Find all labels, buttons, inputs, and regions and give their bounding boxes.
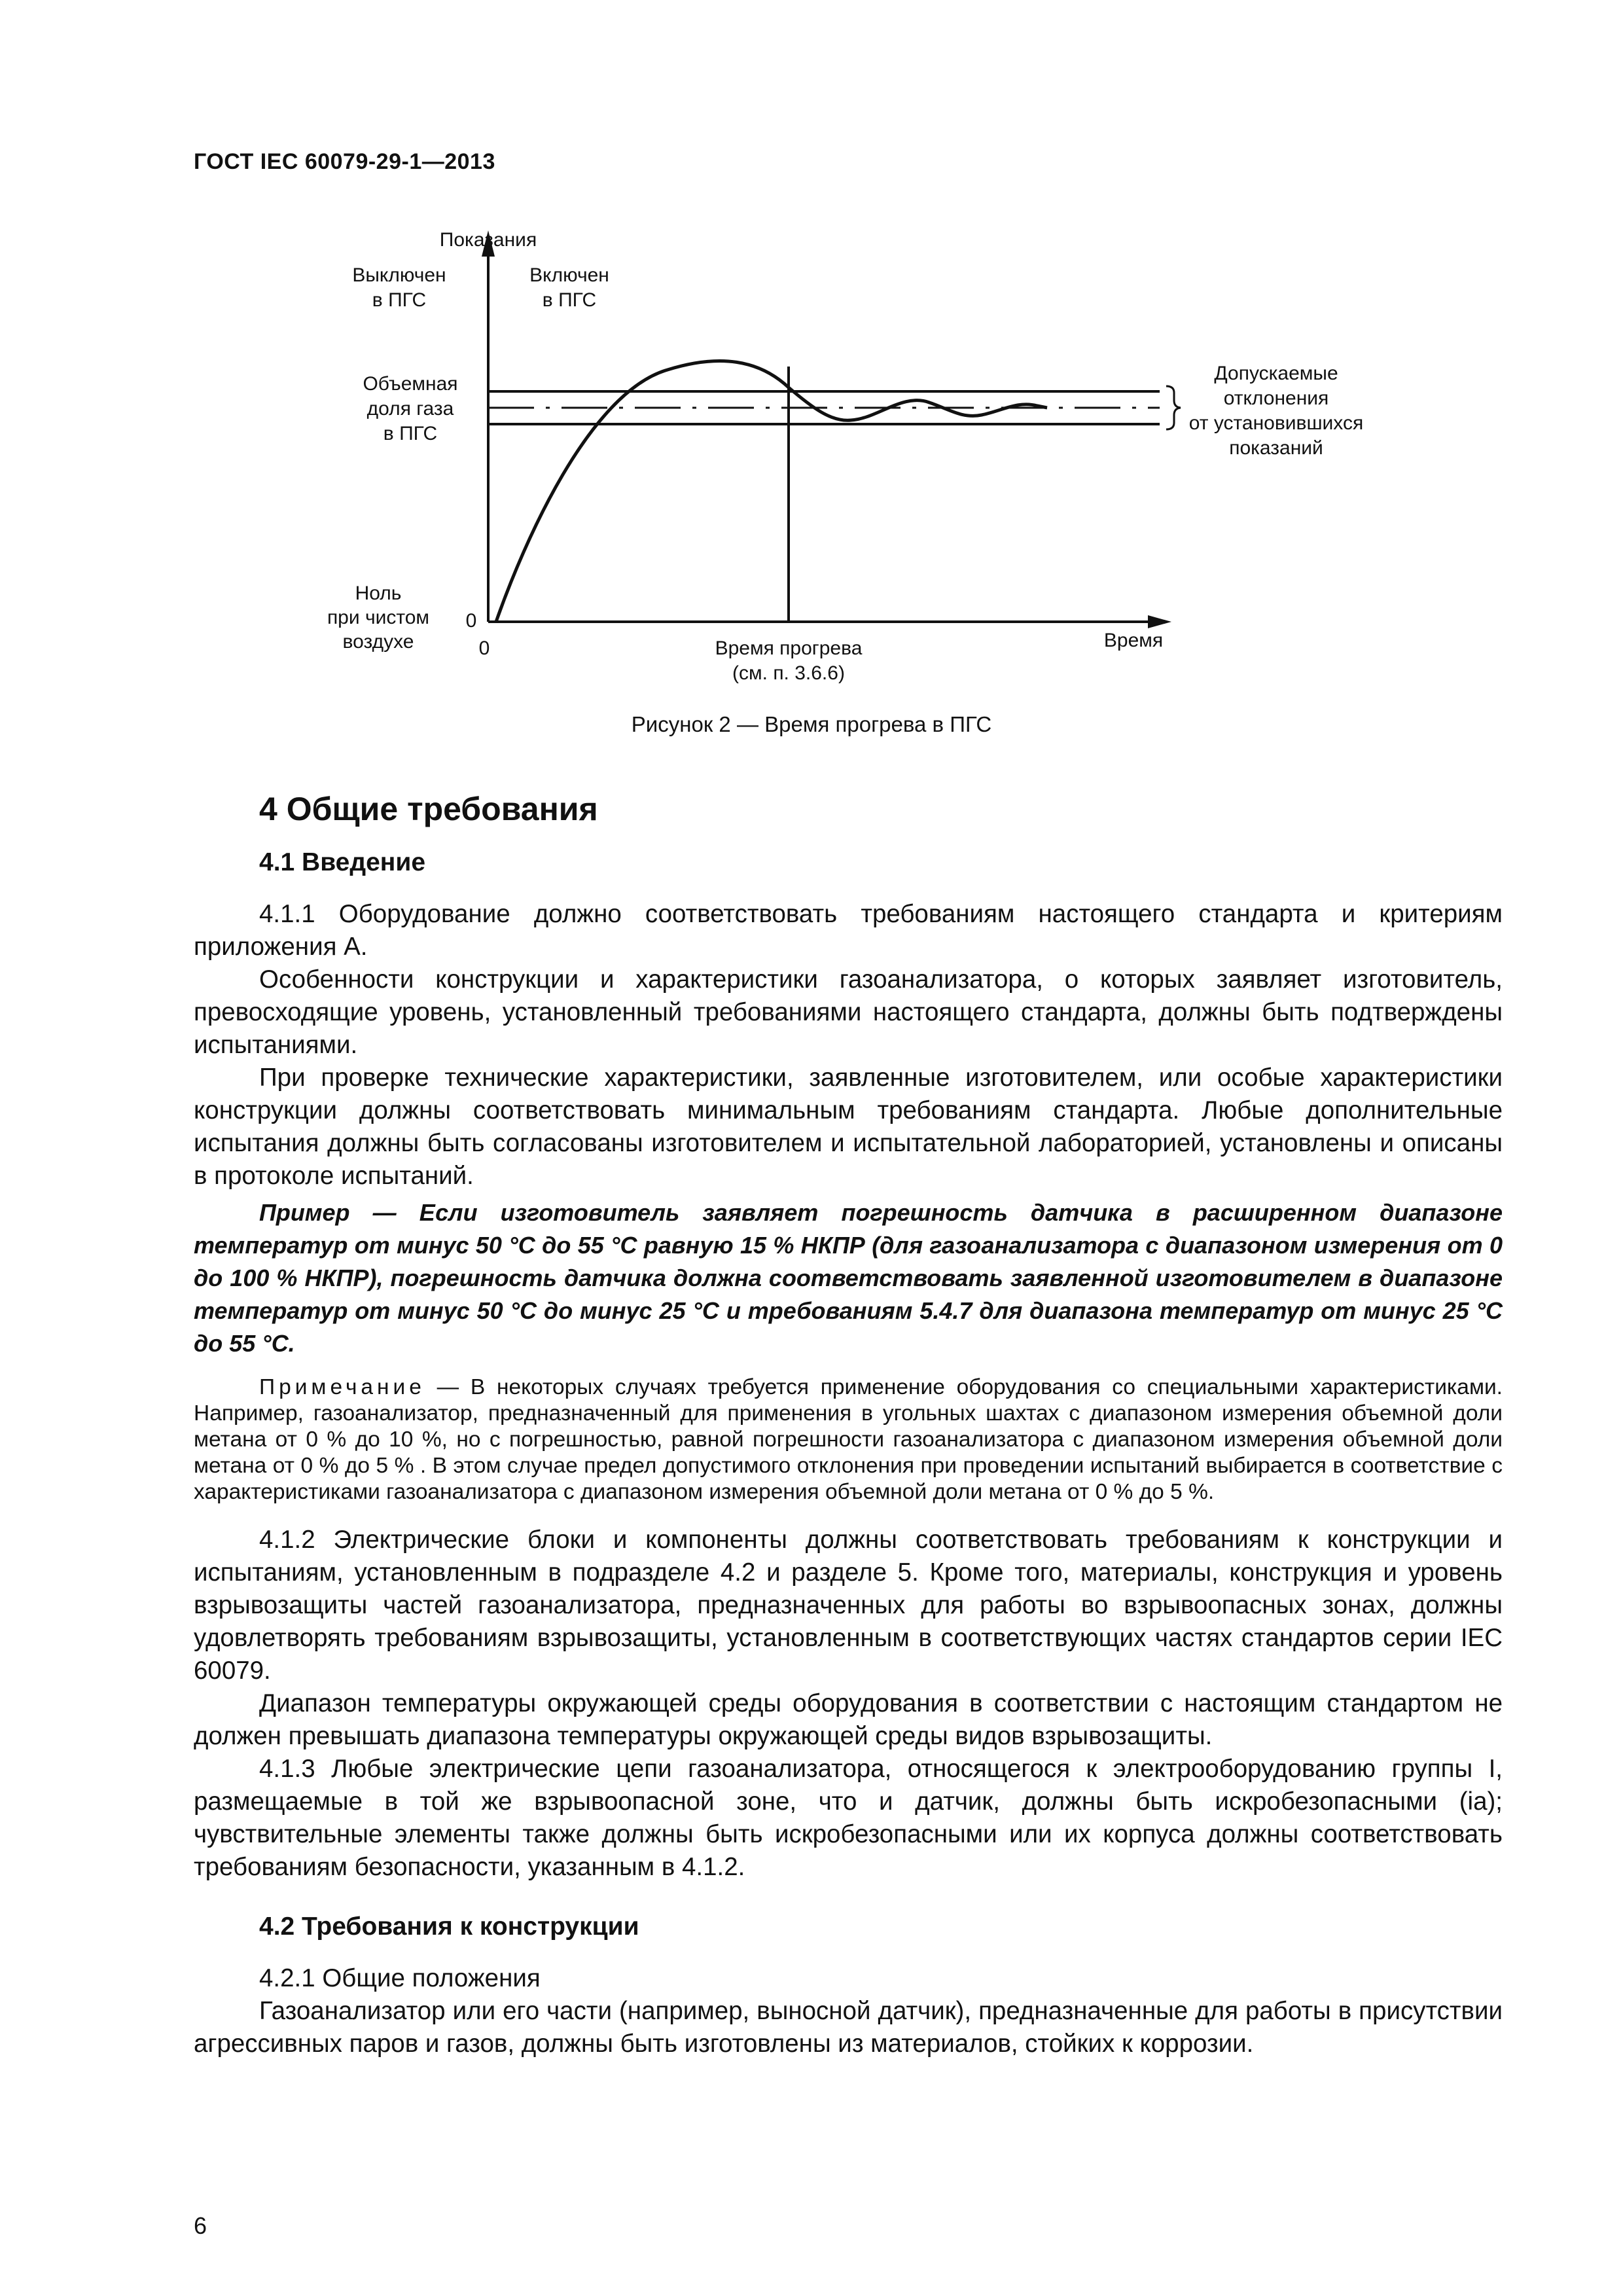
subsection-title-4-2: 4.2 Требования к конструкции bbox=[259, 1912, 639, 1941]
paragraph-corrosion: Газоанализатор или его части (например, выносной датчик), предназначенные для работы в присутствии агрессивных паров и газов, должны быть изготовлены из материалов, стойких к коррозии. bbox=[194, 1997, 1503, 2058]
tolerance-label-3: от установившихся bbox=[1188, 412, 1364, 434]
y-zero-label: 0 bbox=[465, 610, 477, 632]
document-header: ГОСТ IEC 60079-29-1—2013 bbox=[194, 149, 495, 174]
subsection-title-4-1: 4.1 Введение bbox=[259, 848, 426, 876]
label-zero-1: Ноль bbox=[355, 583, 402, 604]
label-zero-3: воздухе bbox=[342, 631, 414, 653]
main-text bbox=[194, 778, 1503, 2060]
warmup-figure bbox=[0, 0, 1623, 759]
paragraph-temperature: Диапазон температуры окружающей среды оборудования в соответствии с настоящим стандартом не должен превышать диапазона температуры окружающей среды видов взрывозащиты. bbox=[194, 1689, 1503, 1750]
tolerance-brace bbox=[1166, 386, 1181, 429]
note-paragraph bbox=[194, 1374, 1503, 1505]
x-axis-title: Время bbox=[1103, 630, 1164, 651]
figure-caption: Рисунок 2 — Время прогрева в ПГС bbox=[631, 712, 992, 736]
y-axis-title: Показания bbox=[439, 229, 537, 251]
tolerance-label-4: показаний bbox=[1229, 437, 1323, 459]
response-curve bbox=[496, 361, 1047, 622]
paragraph-verification: При проверке технические характеристики, заявленные изготовителем, или особые характеристики конструкции должны соответствовать минимальным требованиям стандарта. Любые дополнительные испытания должны быть согласованы изготовителем и испытательной лабораторией, установлены и описаны в протоколе испытаний. bbox=[194, 1064, 1503, 1190]
note-text: — В некоторых случаях требуется применение оборудования со специальными характеристиками. Например, газоанализатор, предназначенный для применения в угольных шахтах с диапазоном измерения объемной доли метана от 0 % до 10 %, но с погрешностью, равной погрешности газоанализатора с диапазоном измерения объемной доли метана от 0 % до 5 % . В этом случае предел допустимого отклонения при проведении испытаний выбирается в соответствие с характеристиками газоанализатора с диапазоном измерения объемной доли метана от 0 % до 5 %. bbox=[194, 1375, 1503, 1504]
paragraph-4-1-3: 4.1.3 Любые электрические цепи газоанализатора, относящегося к электрооборудованию группы I, размещаемые в той же взрывоопасной зоне, что и датчик, должны быть искробезопасными (ia); чувствительные элементы также должны быть искробезопасными или их корпуса должны соответствовать требованиям безопасности, указанным в 4.1.2. bbox=[194, 1755, 1503, 1881]
warmup-label-1: Время прогрева bbox=[715, 637, 863, 659]
tolerance-label-2: отклонения bbox=[1223, 387, 1329, 409]
label-on-2: в ПГС bbox=[542, 289, 597, 311]
x-zero-label: 0 bbox=[478, 637, 490, 659]
example-text: Пример — Если изготовитель заявляет погрешность датчика в расширенном диапазоне температур от минус 50 °С до 55 °С равную 15 % НКПР (для газоанализатора с диапазоном измерения от 0 до 100 % НКПР), погрешность датчика должна соответствовать заявленной изготовителем в диапазоне температур от минус 50 °С до минус 25 °С и требованиям 5.4.7 для диапазона температур от минус 25 °С до 55 °С. bbox=[194, 1199, 1503, 1357]
label-off-2: в ПГС bbox=[372, 289, 427, 311]
label-zero-2: при чистом bbox=[327, 607, 430, 628]
label-off-1: Выключен bbox=[352, 264, 446, 286]
page-number: 6 bbox=[194, 2212, 207, 2239]
paragraph-features: Особенности конструкции и характеристики газоанализатора, о которых заявляет изготовитель, превосходящие уровень, установленный требованиями настоящего стандарта, должны быть подтверждены испытаниями. bbox=[194, 965, 1503, 1059]
paragraph-4-1-2: 4.1.2 Электрические блоки и компоненты должны соответствовать требованиям к конструкции и испытаниям, установленным в подразделе 4.2 и разделе 5. Кроме того, материалы, конструкция и уровень взрывозащиты частей газоанализатора, предназначенных для работы во взрывоопасных зонах, должны удовлетворять требованиям взрывозащиты, установленным в соответствующих частях стандартов серии IEC 60079. bbox=[194, 1526, 1503, 1685]
paragraph-4-1-1: 4.1.1 Оборудование должно соответствовать требованиям настоящего стандарта и критериям приложения А. bbox=[194, 900, 1503, 961]
paragraph-4-2-1-title: 4.2.1 Общие положения bbox=[259, 1964, 541, 1992]
x-axis-arrow bbox=[1148, 615, 1171, 628]
label-volume-3: в ПГС bbox=[383, 423, 438, 444]
warmup-label-2: (см. п. 3.6.6) bbox=[732, 662, 845, 684]
warmup-diagram bbox=[0, 0, 1623, 759]
label-volume-2: доля газа bbox=[366, 398, 454, 420]
section-title: 4 Общие требования bbox=[259, 791, 598, 827]
note-label: Примечание bbox=[259, 1375, 425, 1399]
label-on-1: Включен bbox=[529, 264, 609, 286]
label-volume-1: Объемная bbox=[363, 373, 458, 395]
tolerance-label-1: Допускаемые bbox=[1214, 363, 1338, 384]
